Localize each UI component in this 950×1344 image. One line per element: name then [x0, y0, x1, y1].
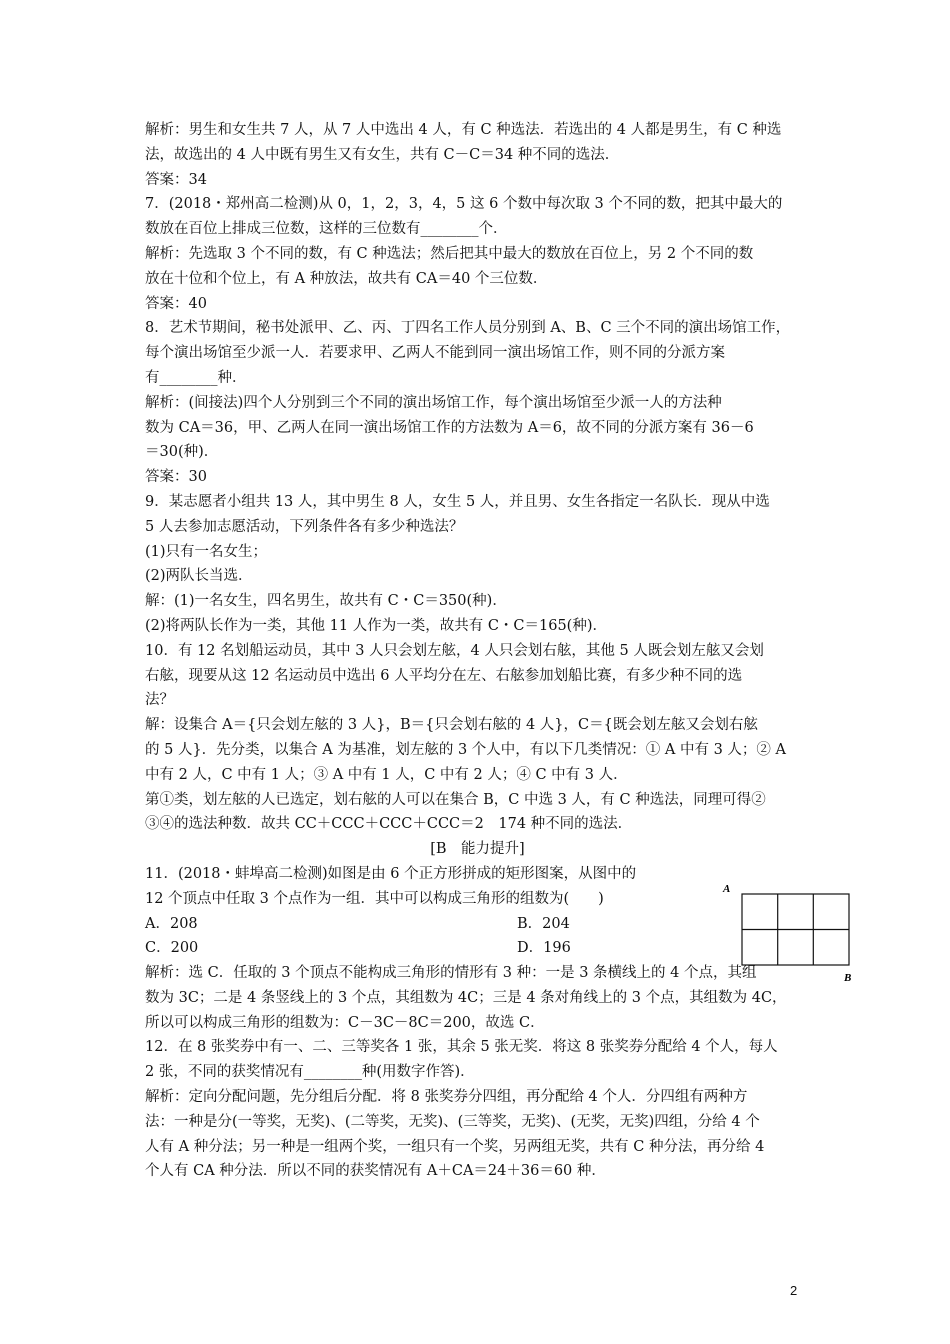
q11-options-row: [145, 912, 705, 937]
text-line: 解：(1)一名女生，四名男生，故共有 C・C＝350(种)．: [145, 593, 507, 610]
text-line: 答案：40: [145, 295, 207, 312]
text-line: 法：一种是分(一等奖，无奖)、(二等奖，无奖)、(三等奖，无奖)、(无奖，无奖)四组，分给 4 个: [145, 1113, 760, 1130]
text-line: 2 张，不同的获奖情况有________种(用数字作答)．: [145, 1064, 475, 1081]
text-line: 每个演出场馆至少派一人．若要求甲、乙两人不能到同一演出场馆工作，则不同的分派方案: [145, 345, 725, 362]
text-line: (2)将两队长作为一类，其他 11 人作为一类，故共有 C・C＝165(种)．: [145, 617, 607, 634]
text-line: 答案：30: [145, 469, 207, 486]
option-a: A．208: [145, 915, 198, 932]
text-line: 法？: [145, 692, 174, 709]
text-line: 有________种．: [145, 369, 247, 386]
text-line: 的 5 人}．先分类，以集合 A 为基准，划左舷的 3 个人中，有以下几类情况：① A 中有 3 人；② A: [145, 741, 787, 758]
text-line: 解析：男生和女生共 7 人，从 7 人中选出 4 人，有 C 种选法．若选出的 4 人都是男生，有 C 种选: [145, 122, 782, 138]
text-line: 解析：定向分配问题，先分组后分配．将 8 张奖券分四组，再分配给 4 个人．分四组有两种方: [145, 1089, 748, 1106]
text-line: 7．(2018・郑州高二检测)从 0，1，2，3，4，5 这 6 个数中每次取 3 个不同的数，把其中最大的: [145, 196, 783, 213]
text-line: 中有 2 人，C 中有 1 人；③ A 中有 1 人，C 中有 2 人；④ C 中有 3 人．: [145, 766, 628, 783]
text-line: 法，故选出的 4 人中既有男生又有女生，共有 C－C＝34 种不同的选法．: [145, 146, 620, 163]
text-line: 所以可以构成三角形的组数为：C－3C－8C＝200，故选 C．: [145, 1014, 545, 1031]
text-line: 解析：先选取 3 个不同的数，有 C 种选法；然后把其中最大的数放在百位上，另 2 个不同的数: [145, 245, 754, 262]
solutions-block-1: [145, 118, 810, 837]
text-line: 10．有 12 名划船运动员，其中 3 人只会划左舷，4 人只会划右舷，其他 5 人既会划左舷又会划: [145, 642, 764, 659]
text-line: 解：设集合 A＝{只会划左舷的 3 人}，B＝{只会划右舷的 4 人}，C＝{既会划左舷又会划右舷: [145, 717, 758, 734]
option-b: B．204: [517, 915, 570, 932]
text-line: 个人有 CA 种分法．所以不同的获奖情况有 A＋CA＝24＋36＝60 种．: [145, 1163, 606, 1180]
solutions-block-2: [145, 961, 810, 1184]
text-line: 5 人去参加志愿活动，下列条件各有多少种选法？: [145, 518, 464, 535]
text-line: 右舷，现要从这 12 名运动员中选出 6 人平均分在左、右舷参加划船比赛，有多少种不同的选: [145, 667, 743, 684]
vertex-label-a: A: [723, 883, 731, 895]
q11-line: 11．(2018・蚌埠高二检测)如图是由 6 个正方形拼成的矩形图案，从图中的: [145, 865, 637, 882]
text-line: 8．艺术节期间，秘书处派甲、乙、丙、丁四名工作人员分别到 A、B、C 三个不同的演出场馆工作，: [145, 320, 791, 337]
text-line: 12．在 8 张奖券中有一、二、三等奖各 1 张，其余 5 张无奖．将这 8 张奖券分配给 4 个人，每人: [145, 1039, 778, 1056]
q11-options-row: [145, 936, 705, 961]
text-line: 解析：选 C．任取的 3 个顶点不能构成三角形的情形有 3 种：一是 3 条横线上的 4 个点，其组: [145, 965, 757, 982]
text-line: 数为 3C；二是 4 条竖线上的 3 个点，其组数为 4C；三是 4 条对角线上的 3 个点，其组数为 4C，: [145, 989, 787, 1006]
vertex-label-b: B: [844, 972, 852, 983]
section-title: [B 能力提升]: [430, 841, 525, 858]
text-line: (2)两队长当选．: [145, 568, 253, 585]
rectangle-grid-figure: [720, 883, 860, 983]
text-line: 数为 CA＝36，甲、乙两人在同一演出场馆工作的方法数为 A＝6，故不同的分派方案有 36－6: [145, 419, 754, 436]
text-line: 9．某志愿者小组共 13 人，其中男生 8 人，女生 5 人，并且男、女生各指定一名队长．现从中选: [145, 493, 770, 510]
page-number: 2: [790, 1283, 798, 1298]
q11-line: 12 个顶点中任取 3 个点作为一组．其中可以构成三角形的组数为( ): [145, 890, 604, 907]
text-line: 答案：34: [145, 171, 207, 188]
question-11: [145, 862, 705, 961]
text-line: 放在十位和个位上，有 A 种放法，故共有 CA＝40 个三位数．: [145, 270, 548, 287]
text-line: 第①类，划左舷的人已选定，划右舷的人可以在集合 B，C 中选 3 人，有 C 种选法，同理可得②: [145, 791, 766, 808]
document-body: [145, 118, 810, 1184]
text-line: 数放在百位上排成三位数，这样的三位数有________个．: [145, 221, 508, 238]
text-line: (1)只有一名女生；: [145, 543, 268, 560]
text-line: 解析：(间接法)四个人分别到三个不同的演出场馆工作，每个演出场馆至少派一人的方法种: [145, 394, 722, 411]
option-d: D．196: [517, 940, 571, 957]
option-c: C．200: [145, 940, 199, 957]
text-line: ＝30(种)．: [145, 444, 219, 461]
text-line: ③④的选法种数．故共 CC＋CCC＋CCC＋CCC＝2 174 种不同的选法．: [145, 816, 633, 833]
text-line: 人有 A 种分法；另一种是一组两个奖，一组只有一个奖，另两组无奖，共有 C 种分法，再分给 4: [145, 1138, 765, 1155]
